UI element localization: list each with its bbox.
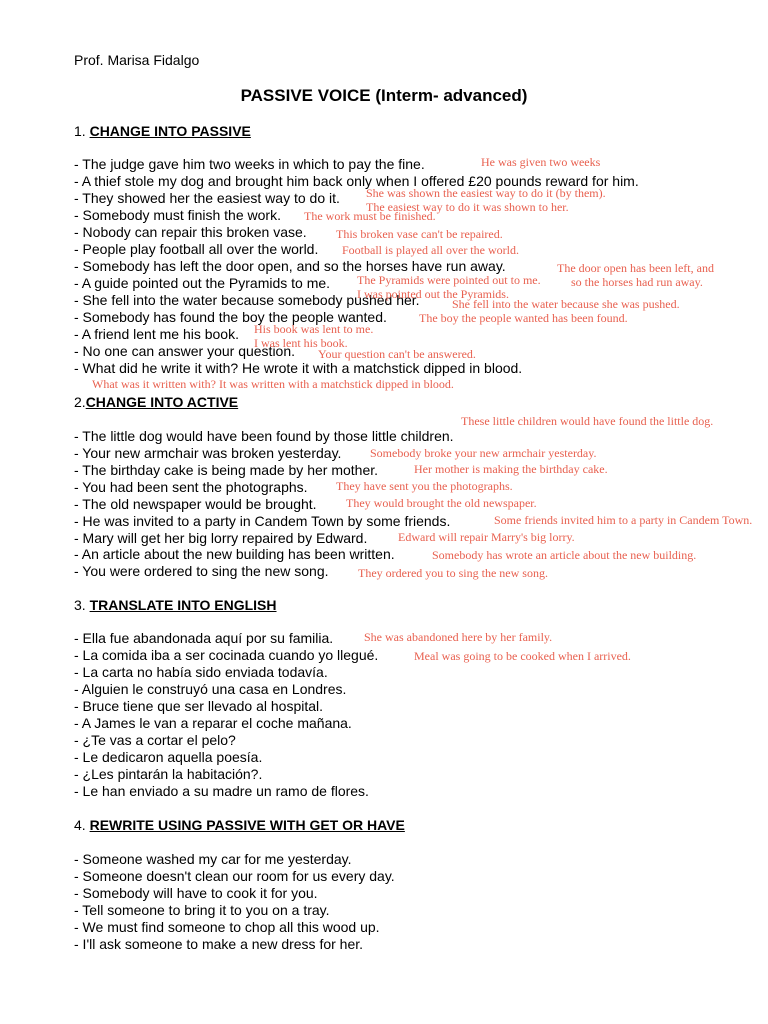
section-number: 4.: [74, 817, 86, 833]
author-name: Prof. Marisa Fidalgo: [74, 52, 200, 68]
answer-annotation: This broken vase can't be repaired.: [336, 227, 503, 241]
exercise-line: - Tell someone to bring it to you on a tray.: [74, 902, 330, 918]
answer-annotation: Edward will repair Marry's big lorry.: [398, 530, 575, 544]
exercise-line: - Someone washed my car for me yesterday.: [74, 851, 352, 867]
exercise-line: - ¿Te vas a cortar el pelo?: [74, 732, 236, 748]
exercise-line: - A guide pointed out the Pyramids to me.: [74, 275, 331, 291]
answer-annotation: She fell into the water because she was pushed.: [452, 297, 680, 311]
section-2-header: [74, 394, 238, 410]
exercise-line: - Bruce tiene que ser llevado al hospital.: [74, 698, 324, 714]
exercise-line: - Ella fue abandonada aquí por su familia.: [74, 630, 334, 646]
answer-annotation: Your question can't be answered.: [318, 347, 476, 361]
exercise-line: - La carta no había sido enviada todavía.: [74, 664, 328, 680]
answer-annotation: She was shown the easiest way to do it (by them).: [366, 186, 606, 200]
exercise-line: - I'll ask someone to make a new dress for her.: [74, 936, 364, 952]
exercise-line: - Somebody has found the boy the people wanted.: [74, 309, 387, 325]
answer-annotation: What was it written with? It was written with a matchstick dipped in blood.: [92, 377, 454, 391]
exercise-line: - A James le van a reparar el coche mañana.: [74, 715, 352, 731]
exercise-line: - Le han enviado a su madre un ramo de flores.: [74, 783, 369, 799]
answer-annotation: so the horses had run away.: [571, 275, 703, 289]
section-heading: CHANGE INTO ACTIVE: [85, 394, 239, 410]
answer-annotation: I was pointed out the Pyramids.: [357, 287, 509, 301]
answer-annotation: These little children would have found the little dog.: [461, 414, 714, 428]
exercise-line: - Somebody has left the door open, and so the horses have run away.: [74, 258, 506, 274]
exercise-line: - He was invited to a party in Candem Town by some friends.: [74, 513, 451, 529]
exercise-line: - Mary will get her big lorry repaired by Edward.: [74, 530, 368, 546]
answer-annotation: His book was lent to me.: [254, 322, 374, 336]
exercise-line: - Somebody must finish the work.: [74, 207, 281, 223]
page-title: PASSIVE VOICE (Interm- advanced): [240, 86, 528, 105]
section-1-header: [74, 123, 251, 139]
answer-annotation: The work must be finished.: [304, 209, 436, 223]
section-4-header: [74, 817, 405, 833]
section-number: 1.: [74, 123, 86, 139]
exercise-line: - A thief stole my dog and brought him back only when I offered £20 pounds reward for him.: [74, 173, 639, 189]
answer-annotation: Meal was going to be cooked when I arrived.: [414, 649, 631, 663]
answer-annotation: They ordered you to sing the new song.: [358, 566, 548, 580]
exercise-line: - She fell into the water because somebody pushed her.: [74, 292, 420, 308]
exercise-line: - The judge gave him two weeks in which to pay the fine.: [74, 156, 425, 172]
answer-annotation: The easiest way to do it was shown to her.: [366, 200, 569, 214]
exercise-line: - Nobody can repair this broken vase.: [74, 224, 307, 240]
answer-annotation: I was lent his book.: [254, 336, 348, 350]
exercise-line: - We must find someone to chop all this wood up.: [74, 919, 380, 935]
section-heading: CHANGE INTO PASSIVE: [89, 123, 251, 139]
exercise-line: - ¿Les pintarán la habitación?.: [74, 766, 263, 782]
section-number: 2.: [74, 394, 86, 410]
exercise-line: - Your new armchair was broken yesterday.: [74, 445, 342, 461]
exercise-line: - Alguien le construyó una casa en Londres.: [74, 681, 347, 697]
answer-annotation: Somebody has wrote an article about the new building.: [432, 548, 697, 562]
exercise-line: - They showed her the easiest way to do it.: [74, 190, 340, 206]
exercise-line: - People play football all over the world.: [74, 241, 319, 257]
answer-annotation: The Pyramids were pointed out to me.: [357, 273, 541, 287]
answer-annotation: Somebody broke your new armchair yesterday.: [370, 446, 597, 460]
answer-annotation: Football is played all over the world.: [342, 243, 519, 257]
section-heading: REWRITE USING PASSIVE WITH GET OR HAVE: [89, 817, 405, 833]
exercise-line: - La comida iba a ser cocinada cuando yo llegué.: [74, 647, 379, 663]
exercise-line: - An article about the new building has been written.: [74, 546, 395, 562]
exercise-line: - The birthday cake is being made by her mother.: [74, 462, 379, 478]
answer-annotation: Her mother is making the birthday cake.: [414, 462, 608, 476]
exercise-line: - Le dedicaron aquella poesía.: [74, 749, 263, 765]
section-3-header: [74, 597, 277, 613]
exercise-line: - The old newspaper would be brought.: [74, 496, 317, 512]
exercise-line: - You had been sent the photographs.: [74, 479, 308, 495]
exercise-line: - What did he write it with? He wrote it with a matchstick dipped in blood.: [74, 360, 523, 376]
answer-annotation: She was abandoned here by her family.: [364, 630, 553, 644]
answer-annotation: Some friends invited him to a party in Candem Town.: [494, 513, 753, 527]
exercise-line: - Somebody will have to cook it for you.: [74, 885, 318, 901]
section-heading: TRANSLATE INTO ENGLISH: [89, 597, 277, 613]
exercise-line: - A friend lent me his book.: [74, 326, 239, 342]
exercise-line: - The little dog would have been found by those little children.: [74, 428, 454, 444]
exercise-line: - No one can answer your question.: [74, 343, 296, 359]
exercise-line: - You were ordered to sing the new song.: [74, 563, 329, 579]
answer-annotation: The door open has been left, and: [557, 261, 714, 275]
exercise-line: - Someone doesn't clean our room for us every day.: [74, 868, 395, 884]
answer-annotation: They have sent you the photographs.: [336, 479, 513, 493]
answer-annotation: The boy the people wanted has been found.: [419, 311, 628, 325]
section-number: 3.: [74, 597, 86, 613]
answer-annotation: He was given two weeks: [481, 155, 601, 169]
answer-annotation: They would brought the old newspaper.: [346, 496, 537, 510]
